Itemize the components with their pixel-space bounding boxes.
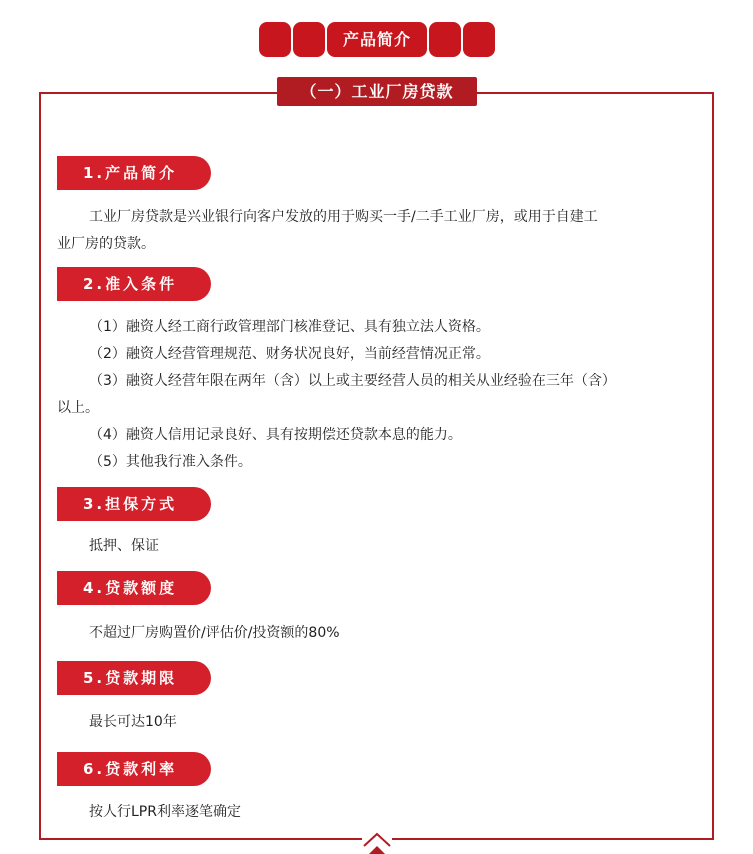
list-item: （2）融资人经营管理规范、财务状况良好，当前经营情况正常。 — [89, 346, 490, 362]
list-item-continuation: 以上。 — [57, 400, 99, 416]
paragraph-line: 业厂房的贷款。 — [57, 236, 155, 252]
item-heading-eligibility: 2.准入条件 — [57, 267, 211, 301]
paragraph-line: 不超过厂房购置价/评估价/投资额的80% — [89, 625, 340, 641]
section-header — [277, 77, 477, 106]
list-item: （4）融资人信用记录良好、具有按期偿还贷款本息的能力。 — [89, 427, 462, 443]
bottom-arrow-decoration — [362, 831, 392, 854]
title-deco-block — [259, 22, 291, 57]
top-title-bar — [259, 22, 495, 57]
page-title: 产品简介 — [342, 30, 411, 49]
section-title: （一）工业厂房贷款 — [300, 82, 454, 101]
paragraph-line: 工业厂房贷款是兴业银行向客户发放的用于购买一手/二手工业厂房，或用于自建工 — [89, 209, 598, 225]
list-item: （3）融资人经营年限在两年（含）以上或主要经营人员的相关从业经验在三年（含） — [89, 373, 616, 389]
title-deco-block — [429, 22, 461, 57]
item-heading-guarantee: 3.担保方式 — [57, 487, 211, 521]
title-deco-block — [463, 22, 495, 57]
item-heading-loan-term: 5.贷款期限 — [57, 661, 211, 695]
item-heading-product-intro: 1.产品简介 — [57, 156, 211, 190]
list-item: （5）其他我行准入条件。 — [89, 454, 252, 470]
item-heading-loan-amount: 4.贷款额度 — [57, 571, 211, 605]
title-deco-block — [293, 22, 325, 57]
list-item: （1）融资人经工商行政管理部门核准登记、具有独立法人资格。 — [89, 319, 490, 335]
item-heading-interest-rate: 6.贷款利率 — [57, 752, 211, 786]
paragraph-line: 抵押、保证 — [89, 538, 159, 554]
paragraph-line: 最长可达10年 — [89, 714, 177, 730]
paragraph-line: 按人行LPR利率逐笔确定 — [89, 804, 241, 820]
